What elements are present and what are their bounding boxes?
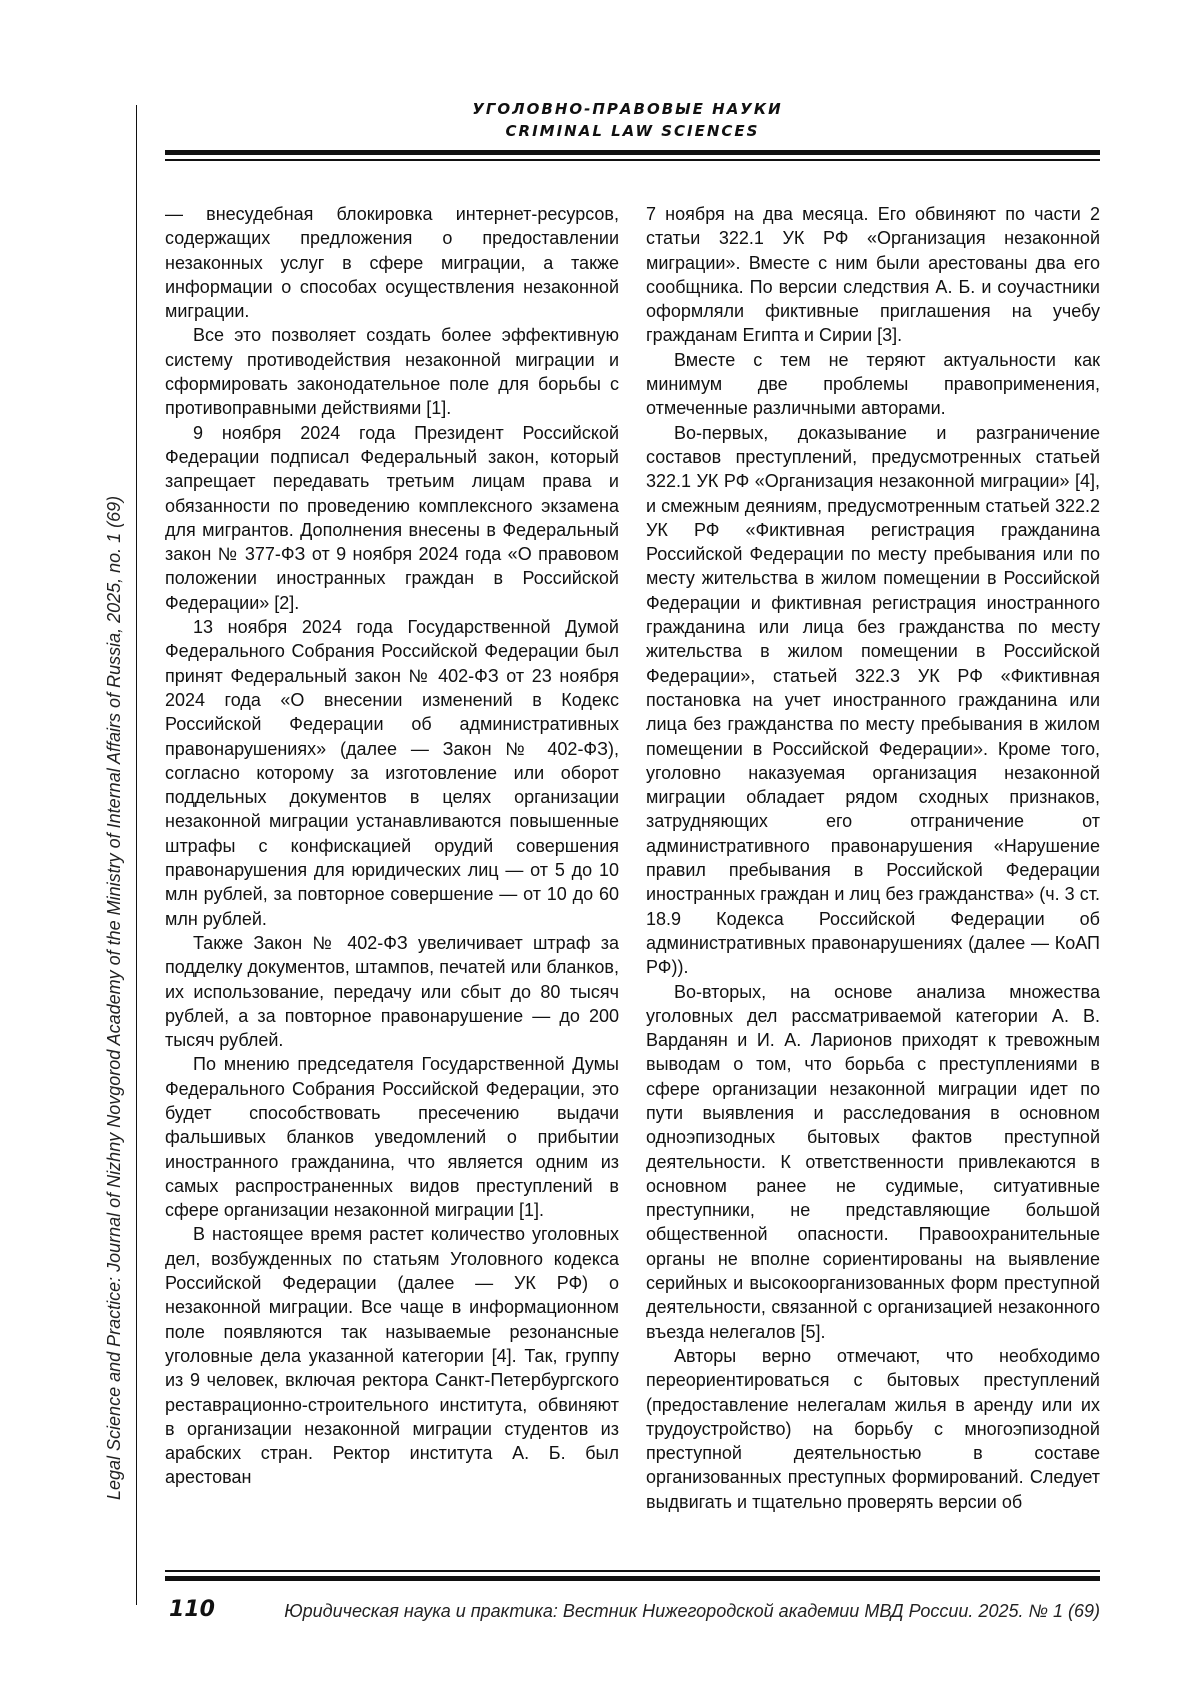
paragraph: Авторы верно отмечают, что необходимо переориентироваться с бытовых преступлений (предоставление нелегалам жилья в аренду или их трудоустройство) на борьбу с многоэпизодной преступной деятельностью в составе организованных преступных формирований. Следует выдвигать и тщательно проверять версии об [646,1345,1100,1512]
paragraph: Также Закон № 402-ФЗ увеличивает штраф за подделку документов, штампов, печатей или бланков, их использование, передачу или сбыт до 80 тысяч рублей, а за повторное правонарушение — до 200 тысяч рублей. [165,932,619,1051]
footer-journal-title: Юридическая наука и практика: Вестник Нижегородской академии МВД России. 2025. № 1 (69) [284,1601,1100,1621]
side-journal-title: Legal Science and Practice: Journal of Nizhny Novgorod Academy of the Ministry of Internal Affairs of Russia, 2025, no. 1 (69) [104,495,124,1500]
paragraph: Во-вторых, на основе анализа множества уголовных дел рассматриваемой категории А. В. Варданян и И. А. Ларионов приходят к тревожным выводам о том, что борьба с преступлениями в сфере организации незаконной миграции идет по пути выявления и расследования в основном одноэпизодных бытовых фактов преступной деятельности. К ответственности привлекаются в основном ранее не судимые, ситуативные преступники, не представляющие большой общественной опасности. Правоохранительные органы не вполне сориентированы на выявление серийных и высокоорганизованных форм преступной деятельности, связанной с организацией незаконного въезда нелегалов [5]. [646,981,1100,1342]
paragraph: Все это позволяет создать более эффективную систему противодействия незаконной миграции и сформировать законодательное поле для борьбы с противоправными действиями [1]. [165,325,619,419]
paragraph: 13 ноября 2024 года Государственной Думой Федерального Собрания Российской Федерации был принят Федеральный закон № 402-ФЗ от 23 ноября 2024 года «О внесении изменений в Кодекс Российской Федерации об административных правонарушениях» (далее — Закон № 402-ФЗ), согласно которому за изготовление или оборот поддельных документов в целях организации незаконной миграции устанавливаются повышенные штрафы с конфискацией орудий совершения правонарушения для юридических лиц — от 5 до 10 млн рублей, за повторное совершение — от 10 до 60 млн рублей. [165,617,619,929]
paragraph: Во-первых, доказывание и разграничение составов преступлений, предусмотренных статьей 322.1 УК РФ «Организация незаконной миграции» [4], и смежным деяниям, предусмотренным статьей 322.2 УК РФ «Фиктивная регистрация гражданина Российской Федерации по месту пребывания или по месту жительства в жилом помещении в Российской Федерации и фиктивная регистрация иностранного гражданина или лица без гражданства по месту жительства в жилом помещении в Российской Федерации», статьей 322.3 УК РФ «Фиктивная постановка на учет иностранного гражданина или лица без гражданства по месту пребывания в жилом помещении в Российской Федерации». Кроме того, уголовно наказуемая организация незаконной миграции обладает рядом сходных признаков, затрудняющих его отграничение от административного правонарушения «Нарушение правил пребывания в Российской Федерации иностранных граждан и лиц без гражданства» (ч. 3 ст. 18.9 Кодекса Российской Федерации об административных правонарушениях (далее — КоАП РФ)). [646,422,1100,978]
section-title-en: CRIMINAL LAW SCIENCES [505,122,760,140]
body-column-left [165,202,619,1548]
header-rule-thick [165,150,1100,155]
footer-rule-thick [165,1576,1100,1581]
paragraph: По мнению председателя Государственной Думы Федерального Собрания Российской Федерации, это будет способствовать пресечению выдачи фальшивых бланков уведомлений о прибытии иностранного гражданина, что является одним из самых распространенных видов преступлений в сфере организации незаконной миграции [1]. [165,1054,619,1221]
paragraph: — внесудебная блокировка интернет-ресурсов, содержащих предложения о предоставлении незаконных услуг в сфере миграции, а также информации о способах осуществления незаконной миграции. [165,204,619,322]
side-vertical-rule [136,105,137,1605]
header-rule-thin [165,159,1100,161]
page-number: 110 [169,1597,215,1622]
paragraph: В настоящее время растет количество уголовных дел, возбужденных по статьям Уголовного кодекса Российской Федерации (далее — УК РФ) о незаконной миграции. Все чаще в информационном поле появляются так называемые резонансные уголовные дела указанной категории [4]. Так, группу из 9 человек, включая ректора Санкт-Петербургского реставрационно-строительного института, обвиняют в организации незаконной миграции студентов из арабских стран. Ректор института А. Б. был арестован [165,1224,619,1488]
footer-rule-thin [165,1570,1100,1572]
page-footer [165,1597,1100,1627]
paragraph: Вместе с тем не теряют актуальности как минимум две проблемы правоприменения, отмеченные различными авторами. [646,349,1100,419]
paragraph: 9 ноября 2024 года Президент Российской Федерации подписал Федеральный закон, который запрещает передавать третьим лицам права и обязанности по проведению комплексного экзамена для мигрантов. Дополнения внесены в Федеральный закон № 377-ФЗ от 9 ноября 2024 года «О правовом положении иностранных граждан в Российской Федерации» [2]. [165,422,619,613]
section-title-ru: УГОЛОВНО-ПРАВОВЫЕ НАУКИ [472,100,783,118]
body-column-right [646,202,1100,1548]
paragraph: 7 ноября на два месяца. Его обвиняют по части 2 статьи 322.1 УК РФ «Организация незаконной миграции». Вместе с ним были арестованы два его сообщника. По версии следствия А. Б. и соучастники оформляли фиктивные приглашения на учебу гражданам Египта и Сирии [3]. [646,204,1100,346]
section-header [165,98,1100,142]
